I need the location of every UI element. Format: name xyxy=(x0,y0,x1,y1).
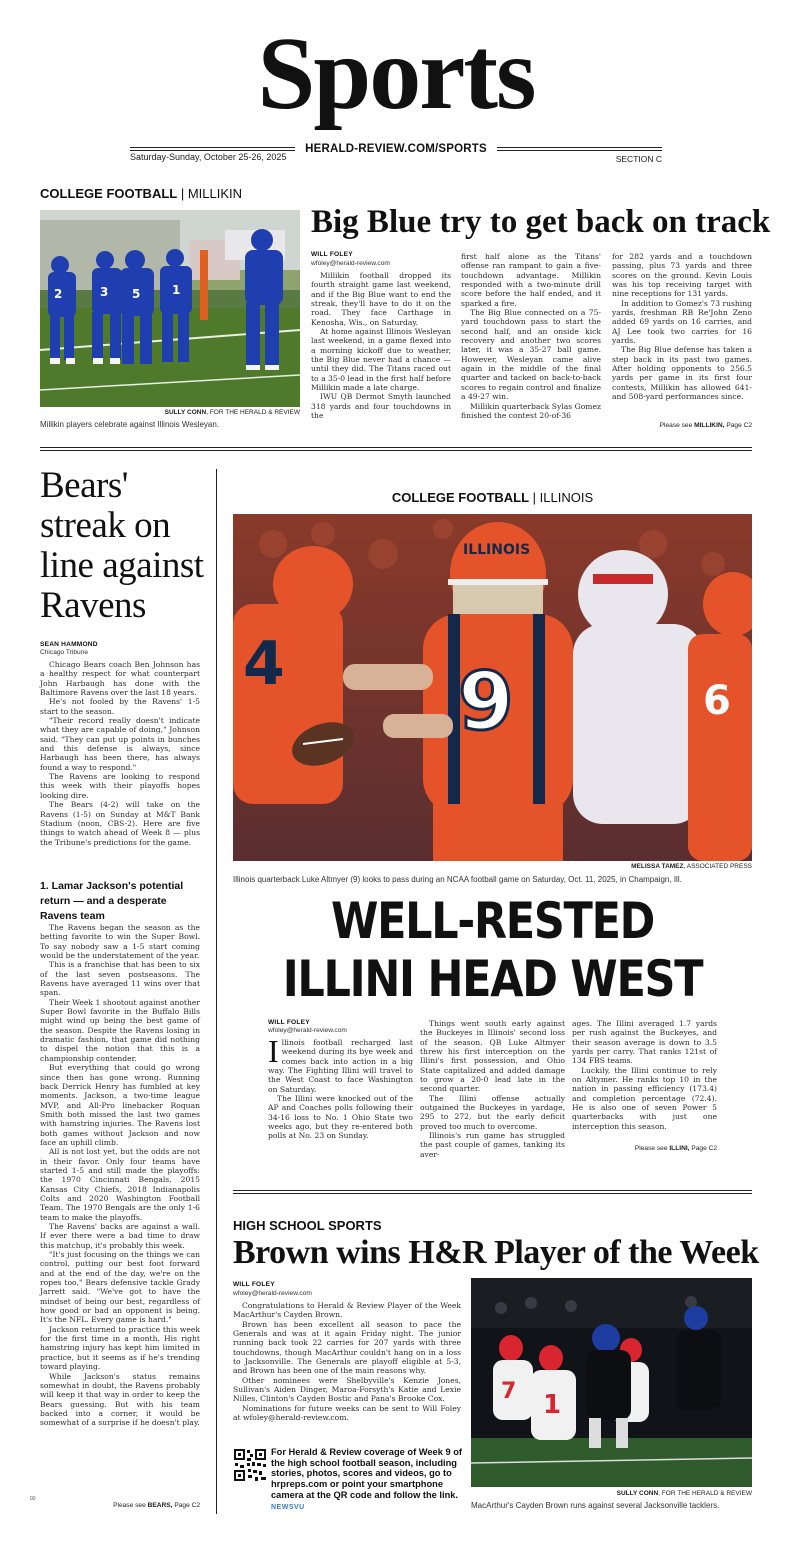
paragraph: At home against Illinois Wesleyan last weekend, in a game flexed into a morning kickoff due to weather, the Big Blue never had a chance — until they did. The Titans raced out to a 35-0 lead in the first half before Millikin made a late charge. xyxy=(311,327,451,393)
svg-text:1: 1 xyxy=(172,283,181,297)
illini-column-3 xyxy=(572,1019,717,1131)
illini-byline-name: WILL FOLEY xyxy=(268,1019,310,1026)
masthead-title: Sports xyxy=(257,16,535,131)
paragraph: Brown has been excellent all season to pace the Generals and was at it again Friday night. The junior running back took 22 carries for 207 yards with three touchdowns, though MacArthur couldn't hang on in a loss to Jacksonville. The Generals are playoff eligible at 5-3, and Brown has been one of the main reasons why. xyxy=(233,1319,461,1376)
edition-date: Saturday-Sunday, October 25-26, 2025 xyxy=(130,152,287,162)
svg-text:9: 9 xyxy=(458,655,514,748)
svg-text:1: 1 xyxy=(543,1390,562,1420)
dropcap: I xyxy=(268,1033,279,1069)
paragraph: The Big Blue connected on a 75-yard touchdown pass to start the second half, and an onside kick recovery and another two scores later, it was a 35-27 ball game. However, Wesleyan came alive again in the middle of the final quarter and tacked on back-to-back scores to regain control and finalize a 49-27 win. xyxy=(461,308,601,402)
millikin-byline-name: WILL FOLEY xyxy=(311,251,353,258)
millikin-byline-email[interactable]: wfoley@herald-review.com xyxy=(311,260,390,267)
newsvu-logo: NEWSVU xyxy=(271,1503,305,1511)
paragraph: He's not fooled by the Ravens' 1-5 start to the season. xyxy=(40,697,200,716)
hs-photo-credit: SULLY CONN, FOR THE HERALD & REVIEW xyxy=(616,1490,752,1497)
section-divider xyxy=(40,447,752,451)
paragraph: The Ravens' backs are against a wall. If ever there were a bad time to draw this matchup, it's probably this week. xyxy=(40,1222,200,1250)
millikin-jump-line: Please see MILLIKIN, Page C2 xyxy=(659,422,752,429)
bears-jump-line: Please see BEARS, Page C2 xyxy=(113,1502,200,1509)
svg-text:ILLINOIS: ILLINOIS xyxy=(463,542,531,558)
hs-byline-name: WILL FOLEY xyxy=(233,1281,275,1288)
hs-byline-email[interactable]: wfoley@herald-review.com xyxy=(233,1290,312,1297)
hs-promo[interactable]: For Herald & Review coverage of Week 9 of the high school football season, including stories, photos, scores and videos, go to hrpreps.com or point your smartphone camera at the QR code and follow the link. NEWSVU xyxy=(271,1447,462,1511)
paragraph: Congratulations to Herald & Review Player of the Week MacArthur's Cayden Brown. xyxy=(233,1301,461,1320)
paragraph: for 282 yards and a touchdown passing, plus 73 yards and three scores on the ground. Kevin Louis was his top receiving target with nine receptions for 131 yards. xyxy=(612,252,752,299)
illini-photo xyxy=(233,514,752,861)
paragraph: The Big Blue defense has taken a step back in its past two games. After holding opponents to 256.5 yards per game in its first four contests, Millikin has allowed 641- and 508-yard performances since. xyxy=(612,345,752,402)
page-folio: 00 xyxy=(30,1496,36,1502)
paragraph: Their Week 1 shootout against another Super Bowl favorite in the Buffalo Bills might wind up being the best game of the season. Despite the Ravens losing in dramatic fashion, that game did nothing to dispel the notion that this is a championship contender. xyxy=(40,997,200,1063)
bears-byline-source: Chicago Tribune xyxy=(40,649,89,656)
millikin-caption: Millikin players celebrate against Illinois Wesleyan. xyxy=(40,420,220,429)
paragraph: Millikin football dropped its fourth straight game last weekend, and if the Big Blue want to end the streak, they'll have to do it on the road. They face Carthage in Kenosha, Wis., on Saturday. xyxy=(311,271,451,327)
svg-text:4: 4 xyxy=(243,629,285,699)
paragraph: In addition to Gomez's 73 rushing yards, freshman RB Re'John Zeno added 69 yards on 16 carries, and AJ Lee took two carries for 16 yards. xyxy=(612,298,752,346)
svg-text:6: 6 xyxy=(703,678,731,724)
section-label: SECTION C xyxy=(615,154,662,164)
paragraph: Other nominees were Shelbyville's Kenzie Jones, Sullivan's Aiden Dinger, Maroa-Forsyth's Katie and Lexie Nilles, Clinton's Cayden Bostic and Pana's Brooke Cox. xyxy=(233,1375,461,1404)
illini-jump-line: Please see ILLINI, Page C2 xyxy=(634,1145,717,1152)
millikin-column-3 xyxy=(612,252,752,402)
section-divider-hs xyxy=(233,1190,752,1194)
bears-headline: Bears' streak on line against Ravens xyxy=(40,465,204,626)
millikin-column-2 xyxy=(461,252,601,420)
paragraph: "It's just focusing on the things we can control, putting our best foot forward and at the end of the day, we're on the ropes too," Bears defensive tackle Grady Jarrett said. "We've got to have the mindset of being our best, regardless of how good or bad an opponent is being. It's the NFL. Every game is hard." xyxy=(40,1250,200,1325)
svg-text:5: 5 xyxy=(132,287,141,301)
paragraph: The Illini were knocked out of the AP and Coaches polls following their 34-16 loss to No. 1 Ohio State two weeks ago, but they re-entered both polls at No. 23 on Sunday. xyxy=(268,1094,413,1141)
paragraph: The Ravens are looking to respond this week with their playoffs hopes looking dire. xyxy=(40,772,200,800)
bears-subhead: 1. Lamar Jackson's potential return — and a desperate Ravens team xyxy=(40,880,184,922)
hs-kicker: HIGH SCHOOL SPORTS xyxy=(233,1218,382,1233)
hs-headline: Brown wins H&R Player of the Week xyxy=(233,1234,759,1271)
hs-column xyxy=(233,1301,461,1422)
millikin-kicker: COLLEGE FOOTBALL | MILLIKIN xyxy=(40,186,243,201)
paragraph: Nominations for future weeks can be sent to Will Foley at wfoley@herald-review.com. xyxy=(233,1403,461,1423)
paragraph: While Jackson's status remains somewhat in doubt, the Ravens probably will keep it that way in order to keep the Bears guessing. But with his team backed into a corner, it would be somewhat of a surprise if he doesn't play. xyxy=(40,1371,200,1428)
paragraph: But everything that could go wrong since then has gone wrong. Running back Derrick Henry has fumbled at key moments. Jackson, a two-time league MVP, and All-Pro linebacker Roquan Smith both missed the last two games with hamstring injuries. The Ravens lost both games without Jackson and now face an uphill climb. xyxy=(40,1063,200,1147)
paragraph: Things went south early against the Buckeyes in Illinois' second loss of the season. QB Luke Altmyer threw his first interception on the Illini's first possession, and Ohio State capitalized and added damage to grow a 20-0 lead late in the second quarter. xyxy=(420,1019,565,1094)
illini-column-1: Illinois football recharged last weekend during its bye week and comes back into action in a big way. The Fighting Illini will travel to the West Coast to face Washington on Saturday. The Illini were knocked out of the AP and Coaches polls following their 34-16 loss to No. 1 Ohio State two weeks ago, but they re-entered both polls at No. 23 on Sunday. xyxy=(268,1033,413,1141)
svg-text:3: 3 xyxy=(100,285,109,299)
paragraph: The Bears (4-2) will take on the Ravens (1-5) on Sunday at M&T Bank Stadium (noon, CBS-2). Here are five things to watch ahead of Week 8 — plus the Tribune's predictions for the game. xyxy=(40,800,200,847)
millikin-photo-credit: SULLY CONN, FOR THE HERALD & REVIEW xyxy=(164,409,300,416)
paragraph: This is a franchise that has been to six of the last seven postseasons. The Ravens have averaged 11 wins over that span. xyxy=(40,960,200,998)
paragraph: All is not lost yet, but the odds are not in their favor. Only four teams have started 1-5 and still made the playoffs: the 1970 Cincinnati Bengals, 2015 Kansas City Chiefs, 2018 Indianapolis Colts and 2020 Washington Football Team. The 1970 Bengals are the only 1-6 team to make the playoffs. xyxy=(40,1147,200,1222)
millikin-column-1 xyxy=(311,271,451,421)
paragraph: Chicago Bears coach Ben Johnson has a healthy respect for what counterpart John Harbaugh has done with the Baltimore Ravens over the last 18 years. xyxy=(40,660,200,698)
paragraph: IWU QB Dermot Smyth launched 318 yards and four touchdowns in the xyxy=(311,392,451,421)
hs-caption: MacArthur's Cayden Brown runs against several Jacksonville tacklers. xyxy=(471,1501,720,1510)
column-rule xyxy=(216,469,217,1514)
masthead-rule-left xyxy=(130,147,295,151)
section-url[interactable]: HERALD-REVIEW.COM/SPORTS xyxy=(305,143,487,155)
masthead-rule-right xyxy=(497,147,662,151)
paragraph: The Ravens began the season as the betting favorite to win the Super Bowl. To say nobody saw a 1-5 start coming would be the understatement of the year. xyxy=(40,923,200,961)
illini-photo-credit: MELISSA TAMEZ, ASSOCIATED PRESS xyxy=(631,863,752,870)
bears-column-bottom xyxy=(40,923,200,1428)
paragraph: Illinois's run game has struggled the past couple of games, tanking its aver- xyxy=(420,1131,565,1159)
paragraph: The Illini offense actually outgained the Buckeyes in yardage, 295 to 272, but the early deficit proved too much to overcome. xyxy=(420,1093,565,1131)
svg-text:7: 7 xyxy=(501,1379,517,1404)
svg-text:2: 2 xyxy=(54,287,63,301)
illini-byline-email[interactable]: wfoley@herald-review.com xyxy=(268,1027,347,1034)
millikin-photo xyxy=(40,210,300,407)
paragraph: Luckily, the Illini continue to rely on Altymer. He ranks top 10 in the nation in passing efficiency (173.4) and completion percentage (72.4). He is also one of seven Power 5 quarterbacks with just one interception this season. xyxy=(572,1065,717,1131)
paragraph: ages. The Illini averaged 1.7 yards per rush against the Buckeyes, and their season average is down to 3.5 yards per carry. That ranks 121st of 134 FBS teams. xyxy=(572,1019,717,1066)
illini-kicker: COLLEGE FOOTBALL | ILLINOIS xyxy=(391,490,594,505)
illini-headline: WELL-RESTED ILLINI HEAD WEST xyxy=(282,892,703,1008)
paragraph: Millikin quarterback Sylas Gomez finished the contest 20-of-36 xyxy=(461,401,601,420)
illini-column-2 xyxy=(420,1019,565,1159)
bears-byline-name: SEAN HAMMOND xyxy=(40,641,98,648)
paragraph: Jackson returned to practice this week for the first time in a month. His right hamstring injury has kept him limited in practice, but it seems as if he's trending toward playing. xyxy=(40,1324,200,1372)
illini-caption: Illinois quarterback Luke Altmyer (9) looks to pass during an NCAA football game on Saturday, Oct. 11, 2025, in Champaign, Ill. xyxy=(233,875,682,884)
paragraph: first half alone as the Titans' offense ran rampant to gain a five-touchdown advantage. Millikin responded with a two-minute drill score before the half ended, and it sparked a fire. xyxy=(461,252,601,308)
qr-code-icon[interactable] xyxy=(233,1448,267,1482)
bears-column-top xyxy=(40,660,200,847)
paragraph: "Their record really doesn't indicate what they are capable of doing," Johnson said. "They can put up points in bunches and this defense is always, since Harbaugh has been there, has always found a way to respond." xyxy=(40,716,200,772)
millikin-headline: Big Blue try to get back on track xyxy=(311,204,771,240)
hs-photo xyxy=(471,1278,752,1487)
